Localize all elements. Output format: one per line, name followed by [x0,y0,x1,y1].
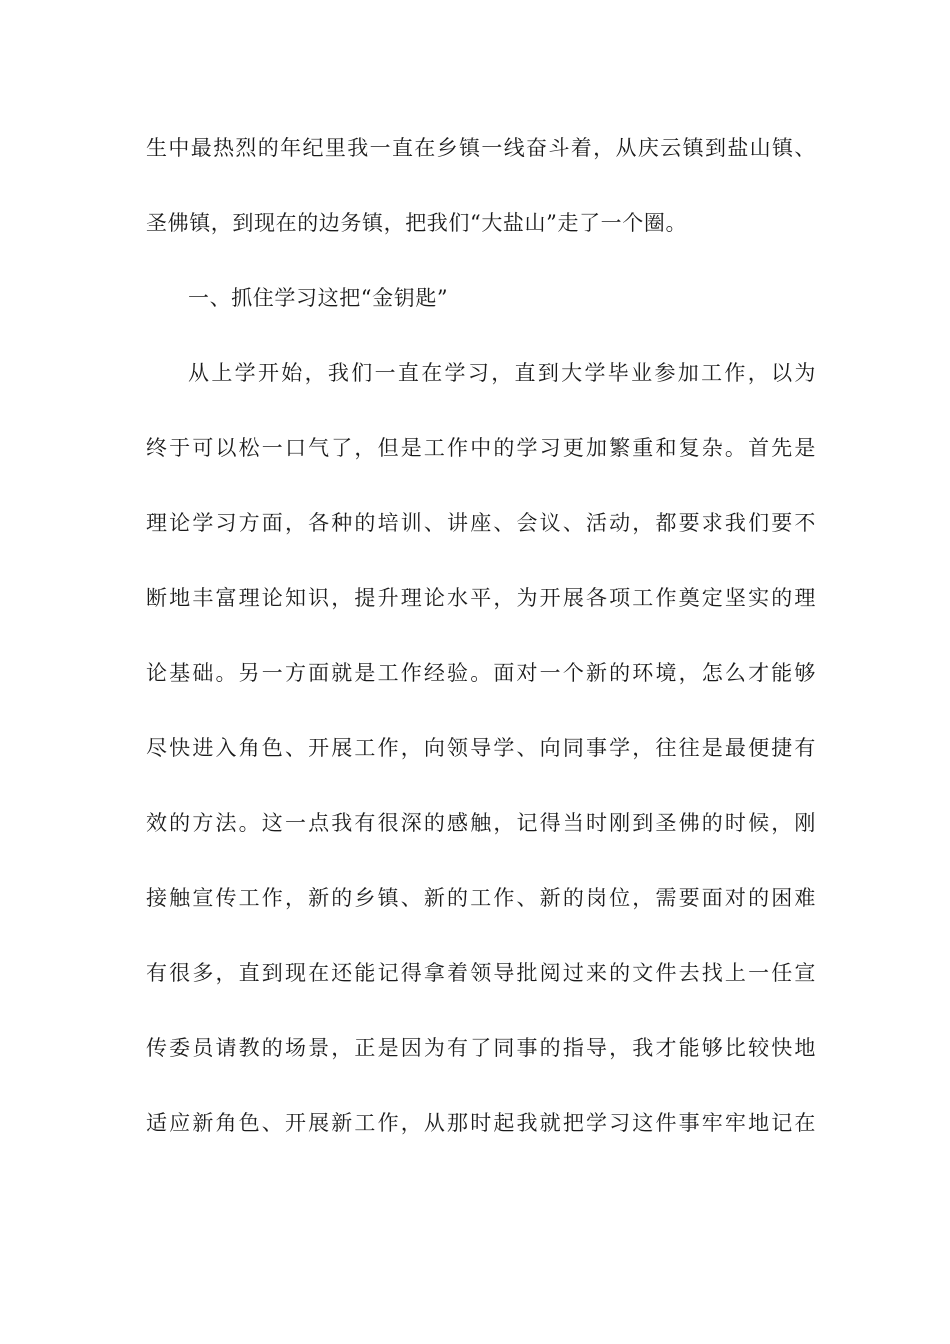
text-line-12: 有很多，直到现在还能记得拿着领导批阅过来的文件去找上一任宣 [146,961,816,985]
text-line-11: 接触宣传工作，新的乡镇、新的工作、新的岗位，需要面对的困难 [146,886,816,910]
text-line-2: 圣佛镇，到现在的边务镇，把我们“大盐山”走了一个圈。 [146,211,688,235]
text-line-14: 适应新角色、开展新工作，从那时起我就把学习这件事牢牢地记在 [146,1111,816,1135]
text-line-8: 论基础。另一方面就是工作经验。面对一个新的环境，怎么才能够 [146,661,816,685]
text-line-10: 效的方法。这一点我有很深的感触，记得当时刚到圣佛的时候，刚 [146,811,816,835]
text-line-1: 生中最热烈的年纪里我一直在乡镇一线奋斗着，从庆云镇到盐山镇、 [146,136,816,160]
text-line-9: 尽快进入角色、开展工作，向领导学、向同事学，往往是最便捷有 [146,736,816,760]
text-line-7: 断地丰富理论知识，提升理论水平，为开展各项工作奠定坚实的理 [146,586,816,610]
section-heading: 一、抓住学习这把“金钥匙” [188,286,449,310]
text-line-13: 传委员请教的场景，正是因为有了同事的指导，我才能够比较快地 [146,1036,816,1060]
text-line-4: 从上学开始，我们一直在学习，直到大学毕业参加工作，以为 [188,361,816,385]
text-line-6: 理论学习方面，各种的培训、讲座、会议、活动，都要求我们要不 [146,511,816,535]
text-line-5: 终于可以松一口气了，但是工作中的学习更加繁重和复杂。首先是 [146,436,816,460]
